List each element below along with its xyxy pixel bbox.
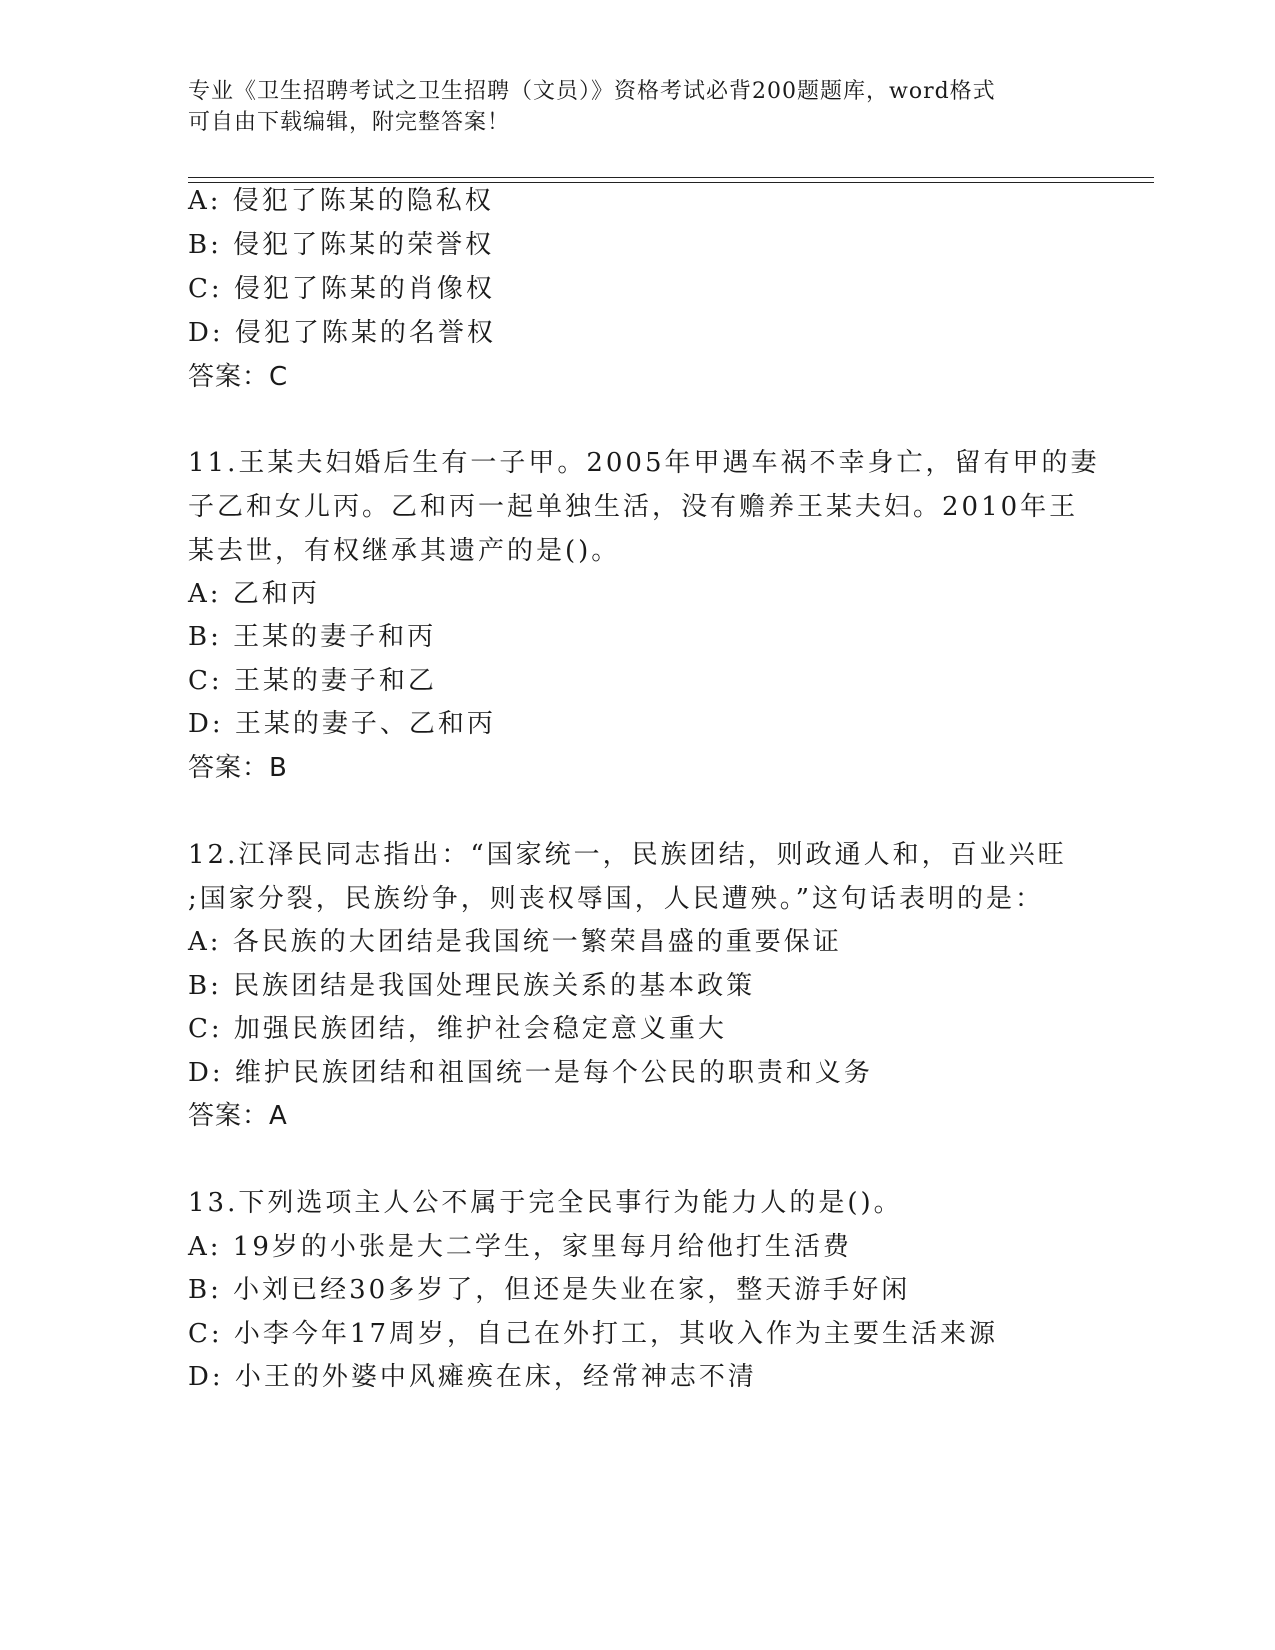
question-12-option-d: D: 维护民族团结和祖国统一是每个公民的职责和义务 bbox=[188, 1058, 873, 1088]
question-11-stem-line-1: 11.王某夫妇婚后生有一子甲。2005年甲遇车祸不幸身亡，留有甲的妻 bbox=[188, 448, 1100, 478]
answer-line: 答案：C bbox=[188, 362, 289, 392]
question-12-option-c: C: 加强民族团结，维护社会稳定意义重大 bbox=[188, 1014, 727, 1044]
question-12-stem-line-2: ;国家分裂，民族纷争，则丧权辱国，人民遭殃。”这句话表明的是： bbox=[188, 884, 1045, 914]
question-13-option-d: D: 小王的外婆中风瘫痪在床，经常神志不清 bbox=[188, 1362, 757, 1392]
option-a: A: 侵犯了陈某的隐私权 bbox=[188, 186, 494, 216]
option-d: D: 侵犯了陈某的名誉权 bbox=[188, 318, 496, 348]
header-divider-bottom bbox=[188, 182, 1154, 183]
question-11-answer: 答案：B bbox=[188, 753, 288, 783]
header-title-line-2: 可自由下载编辑，附完整答案！ bbox=[188, 110, 511, 135]
document-header bbox=[188, 76, 1068, 138]
question-11-stem-line-3: 某去世，有权继承其遗产的是()。 bbox=[188, 536, 621, 566]
header-title-line-1: 专业《卫生招聘考试之卫生招聘（文员）》资格考试必背200题题库，word格式 bbox=[188, 79, 996, 104]
question-12-option-a: A: 各民族的大团结是我国统一繁荣昌盛的重要保证 bbox=[188, 927, 842, 957]
question-11-option-b: B: 王某的妻子和丙 bbox=[188, 622, 437, 652]
question-12-answer: 答案：A bbox=[188, 1101, 288, 1131]
question-11-option-d: D: 王某的妻子、乙和丙 bbox=[188, 709, 496, 739]
question-13-stem-line-1: 13.下列选项主人公不属于完全民事行为能力人的是()。 bbox=[188, 1188, 903, 1218]
question-11-option-a: A: 乙和丙 bbox=[188, 579, 320, 609]
option-c: C: 侵犯了陈某的肖像权 bbox=[188, 274, 495, 304]
question-12-stem-line-1: 12.江泽民同志指出：“国家统一，民族团结，则政通人和，百业兴旺 bbox=[188, 840, 1067, 870]
question-13-option-b: B: 小刘已经30多岁了，但还是失业在家，整天游手好闲 bbox=[188, 1275, 911, 1305]
question-11-stem-line-2: 子乙和女儿丙。乙和丙一起单独生活，没有赡养王某夫妇。2010年王 bbox=[188, 492, 1079, 522]
option-b: B: 侵犯了陈某的荣誉权 bbox=[188, 230, 495, 260]
header-divider-top bbox=[188, 177, 1154, 178]
question-13-option-a: A: 19岁的小张是大二学生，家里每月给他打生活费 bbox=[188, 1232, 852, 1262]
question-12-option-b: B: 民族团结是我国处理民族关系的基本政策 bbox=[188, 971, 756, 1001]
question-11-option-c: C: 王某的妻子和乙 bbox=[188, 666, 437, 696]
question-13-option-c: C: 小李今年17周岁，自己在外打工，其收入作为主要生活来源 bbox=[188, 1319, 999, 1349]
